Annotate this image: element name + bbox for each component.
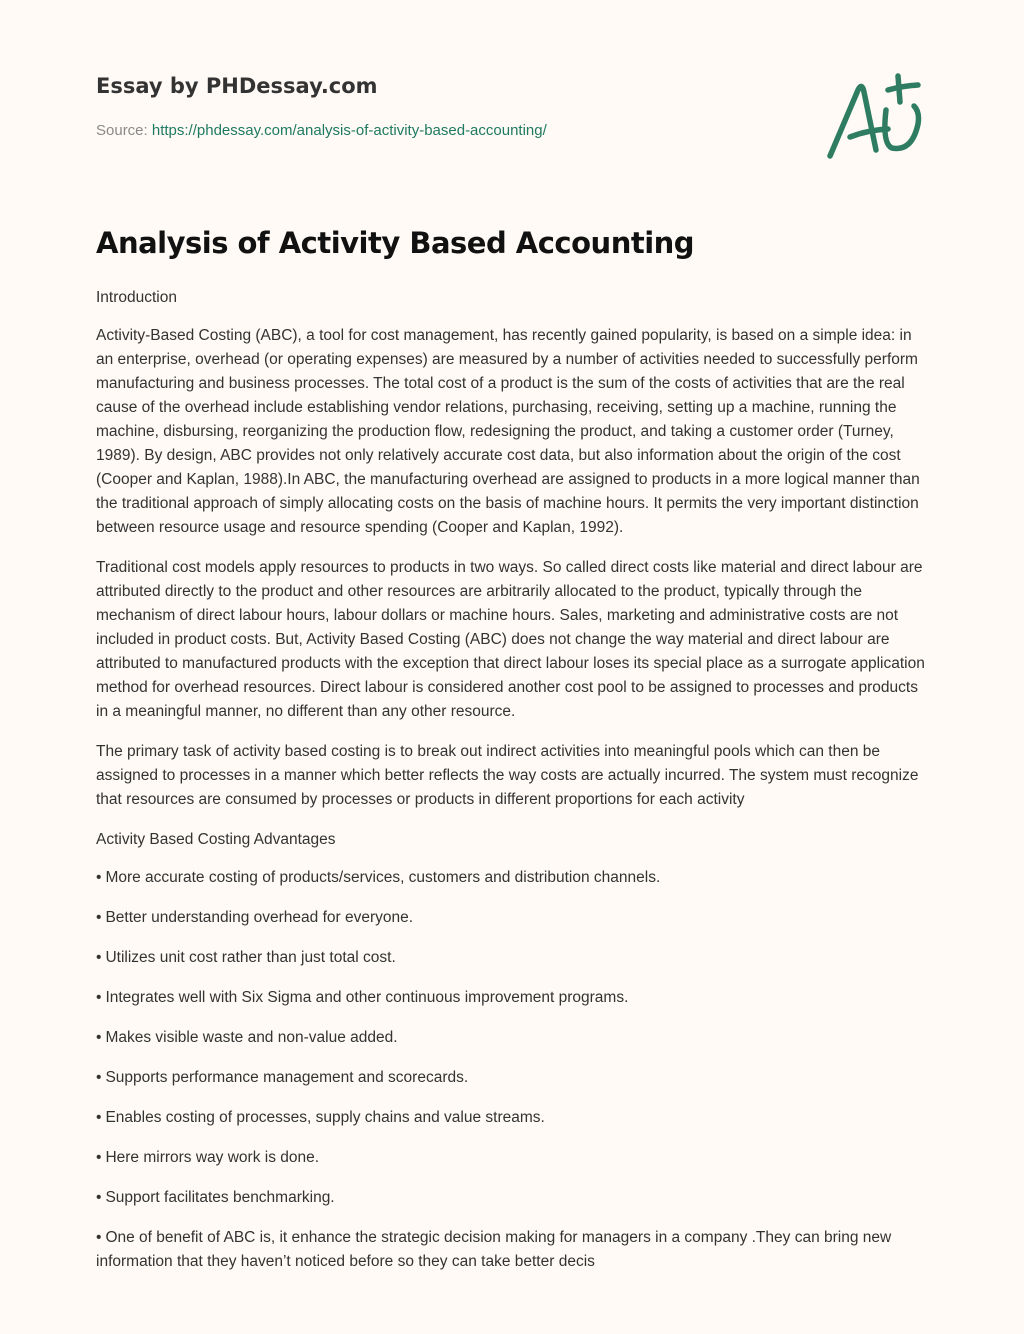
site-title: Essay by PHDessay.com <box>96 74 378 98</box>
article <box>96 226 926 1290</box>
list-item-text: Integrates well with Six Sigma and other continuous improvement programs. <box>105 989 629 1006</box>
list-item-text: One of benefit of ABC is, it enhance the strategic decision making for managers in a company .They can bring new information that they haven’t noticed before so they can take better decis <box>96 1229 892 1270</box>
list-item <box>96 906 926 930</box>
list-item <box>96 986 926 1010</box>
source-label: Source: <box>96 122 148 139</box>
a-plus-grade-icon <box>818 64 930 168</box>
list-item-text: Better understanding overhead for everyone. <box>105 909 414 926</box>
bullet-icon: • <box>96 1109 102 1126</box>
list-item-text: Enables costing of processes, supply chains and value streams. <box>105 1109 545 1126</box>
list-item-text: More accurate costing of products/services, customers and distribution channels. <box>105 869 661 886</box>
list-item <box>96 1106 926 1130</box>
advantages-list <box>96 866 926 1274</box>
intro-heading: Introduction <box>96 289 177 306</box>
list-item-text: Supports performance management and scorecards. <box>105 1069 469 1086</box>
paragraph-1: Activity-Based Costing (ABC), a tool for cost management, has recently gained popularity, is based on a simple idea: in an enterprise, overhead (or operating expenses) are measured by a number of activities needed to successfully perform manufacturing and business processes. The total cost of a product is the sum of the costs of activities that are the real cause of the overhead include establishing vendor relations, purchasing, receiving, setting up a machine, running the machine, disbursing, reorganizing the production flow, redesigning the product, and taking a customer order (Turney, 1989). By design, ABC provides not only relatively accurate cost data, but also information about the origin of the cost (Cooper and Kaplan, 1988).In ABC, the manufacturing overhead are assigned to products in a more logical manner than the traditional approach of simply allocating costs on the basis of machine hours. It permits the very important distinction between resource usage and resource spending (Cooper and Kaplan, 1992). <box>96 327 920 536</box>
bullet-icon: • <box>96 909 102 926</box>
list-item <box>96 1146 926 1170</box>
source-line <box>96 122 936 139</box>
list-item-text: Here mirrors way work is done. <box>105 1149 320 1166</box>
paragraph-2: Traditional cost models apply resources to products in two ways. So called direct costs like material and direct labour are attributed directly to the product and other resources are arbitrarily allocated to the product, typically through the mechanism of direct labour hours, labour dollars or machine hours. Sales, marketing and administrative costs are not included in product costs. But, Activity Based Costing (ABC) does not change the way material and direct labour are attributed to manufactured products with the exception that direct labour loses its special place as a surrogate application method for overhead resources. Direct labour is considered another cost pool to be assigned to processes and products in a meaningful manner, no different than any other resource. <box>96 559 925 720</box>
list-item <box>96 1226 926 1274</box>
list-item-text: Utilizes unit cost rather than just total cost. <box>105 949 396 966</box>
bullet-icon: • <box>96 869 102 886</box>
list-item-text: Makes visible waste and non-value added. <box>105 1029 398 1046</box>
list-item <box>96 1026 926 1050</box>
bullet-icon: • <box>96 1229 102 1246</box>
source-link[interactable]: https://phdessay.com/analysis-of-activity-based-accounting/ <box>151 122 547 139</box>
bullet-icon: • <box>96 1029 102 1046</box>
list-item <box>96 1186 926 1210</box>
bullet-icon: • <box>96 989 102 1006</box>
bullet-icon: • <box>96 1069 102 1086</box>
list-item <box>96 1066 926 1090</box>
page-header <box>96 74 936 139</box>
list-item <box>96 866 926 890</box>
bullet-icon: • <box>96 949 102 966</box>
list-item <box>96 946 926 970</box>
bullet-icon: • <box>96 1149 102 1166</box>
list-item-text: Support facilitates benchmarking. <box>105 1189 335 1206</box>
bullet-icon: • <box>96 1189 102 1206</box>
article-title: Analysis of Activity Based Accounting <box>96 226 695 260</box>
paragraph-3: The primary task of activity based costing is to break out indirect activities into meaningful pools which can then be assigned to processes in a manner which better reflects the way costs are actually incurred. The system must recognize that resources are consumed by processes or products in different proportions for each activity <box>96 743 919 808</box>
advantages-heading: Activity Based Costing Advantages <box>96 831 336 848</box>
